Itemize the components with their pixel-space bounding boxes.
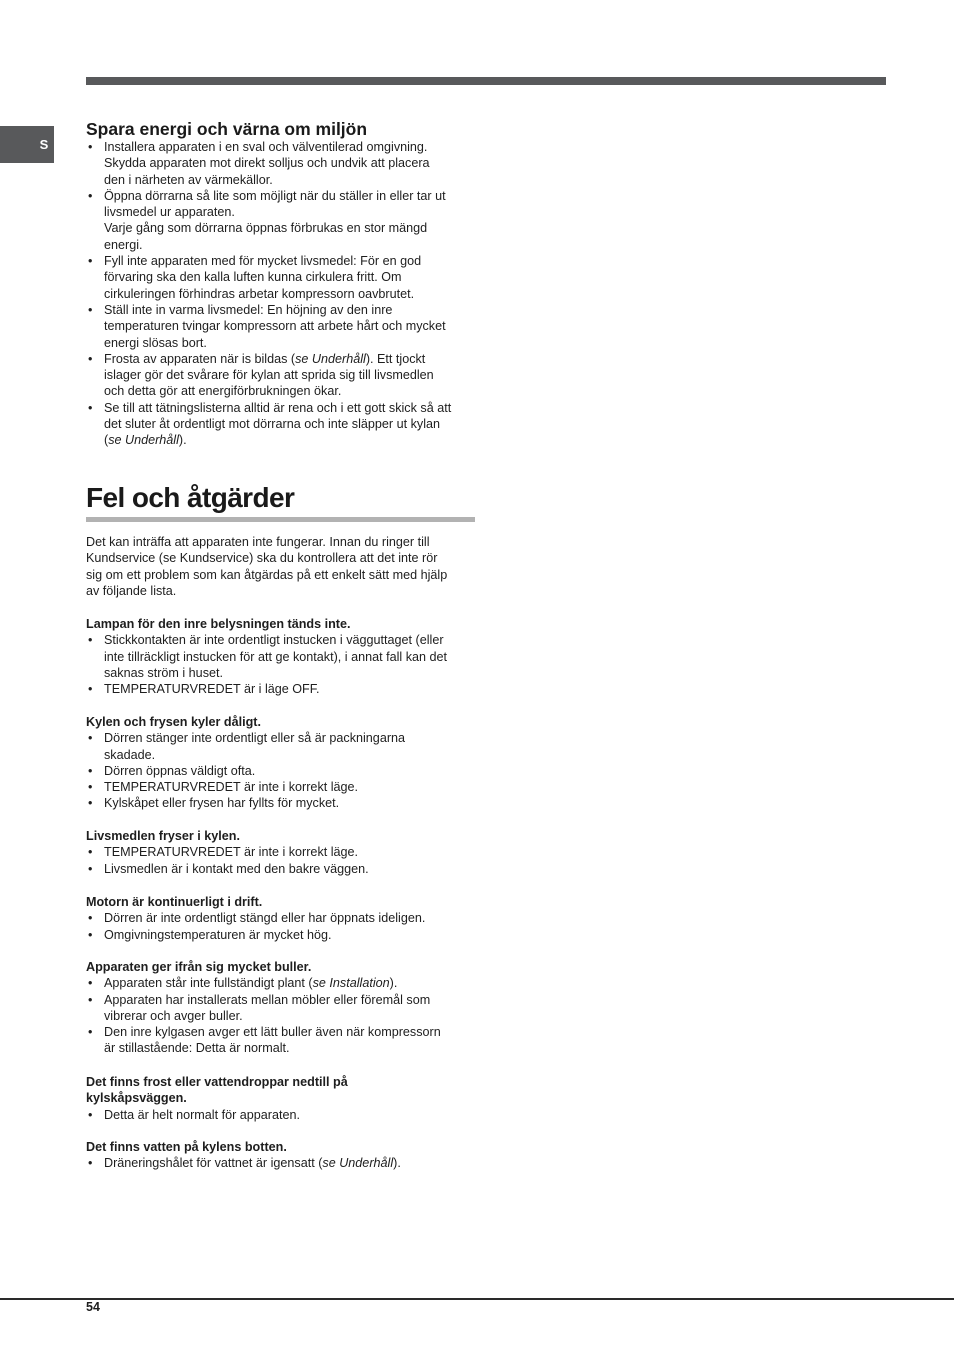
line: saknas ström i huset.	[104, 665, 223, 680]
line: Skydda apparaten mot direkt solljus och undvik att placera	[104, 156, 430, 171]
line: Kundservice (se Kundservice) ska du kontrollera att det inte rör	[86, 551, 438, 566]
language-tab	[0, 126, 54, 163]
list-item	[86, 795, 478, 811]
line: islager gör det svårare för kylan att sprida sig till livsmedlen	[104, 368, 434, 383]
cause-list	[86, 844, 478, 877]
list-item	[86, 779, 478, 795]
energy-section	[86, 119, 478, 449]
line: är stillastående: Detta är normalt.	[104, 1041, 290, 1056]
line: • Ställ inte in varma livsmedel: En höjning av den inre	[104, 302, 393, 317]
problem-frost	[86, 1074, 478, 1123]
line: • TEMPERATURVREDET är i läge OFF.	[104, 682, 320, 697]
line	[104, 432, 478, 448]
text: Frosta av apparaten när is bildas (	[104, 351, 296, 366]
list-item	[86, 861, 478, 877]
list-item	[86, 927, 478, 943]
text: ).	[389, 976, 398, 991]
energy-list	[86, 139, 478, 449]
problem-heading: Apparaten ger ifrån sig mycket buller.	[86, 960, 312, 974]
text: Apparaten står inte fullständigt plant (	[104, 976, 313, 991]
problem-lamp	[86, 616, 478, 697]
text: ).	[178, 433, 187, 448]
list-item	[86, 302, 478, 351]
page-number: 54	[86, 1300, 100, 1314]
header-rule	[86, 77, 886, 85]
line: • Kylskåpet eller frysen har fyllts för mycket.	[104, 796, 340, 811]
title-underline	[86, 517, 475, 522]
line: Det finns frost eller vattendroppar nedtill på	[86, 1075, 348, 1089]
line	[104, 975, 478, 991]
list-item	[86, 351, 478, 400]
list-item	[86, 1107, 478, 1123]
problem-noise	[86, 959, 478, 1057]
list-item	[86, 139, 478, 188]
text: Dräneringshålet för vattnet är igensatt (	[104, 1156, 323, 1171]
text: ).	[393, 1156, 401, 1171]
line: • Öppna dörrarna så lite som möjligt när du ställer in eller tar ut	[104, 188, 446, 203]
list-item	[86, 1024, 478, 1057]
line: • TEMPERATURVREDET är inte i korrekt läge.	[104, 845, 359, 860]
line: sig om ett problem som kan åtgärdas på ett enkelt sätt med hjälp	[86, 567, 448, 582]
energy-heading: Spara energi och värna om miljön	[86, 119, 368, 139]
text: ). Ett tjockt	[365, 351, 426, 366]
problem-heading: Livsmedlen fryser i kylen.	[86, 829, 240, 843]
line: Varje gång som dörrarna öppnas förbrukas en stor mängd	[104, 221, 428, 236]
line: av följande lista.	[86, 583, 177, 598]
problem-heading: Det finns vatten på kylens botten.	[86, 1140, 287, 1154]
reference: se Underhåll	[322, 1156, 394, 1171]
list-item	[86, 910, 478, 926]
line	[104, 1155, 478, 1171]
cause-list	[86, 910, 478, 943]
line: Det kan inträffa att apparaten inte fungerar. Innan du ringer till	[86, 535, 430, 549]
line: kylskåpsväggen.	[86, 1091, 187, 1106]
line: temperaturen tvingar kompressorn att arbete hårt och mycket	[104, 319, 446, 334]
line: energi.	[104, 237, 143, 252]
problem-cooling	[86, 714, 478, 812]
list-item	[86, 975, 478, 991]
problem-water	[86, 1139, 478, 1172]
line: • Dörren öppnas väldigt ofta.	[104, 763, 256, 778]
line: • Apparaten har installerats mellan möbler eller föremål som	[104, 992, 431, 1007]
cause-list	[86, 730, 478, 811]
troubleshooting-title-block	[86, 481, 478, 522]
line: förvaring ska den kalla luften kunna cirkulera fritt. Om	[104, 270, 402, 285]
problem-motor	[86, 894, 478, 943]
section-title: Fel och åtgärder	[86, 482, 295, 513]
list-item	[86, 681, 478, 697]
problem-heading	[86, 1074, 478, 1107]
problem-heading: Kylen och frysen kyler dåligt.	[86, 715, 261, 729]
line: • Den inre kylgasen avger ett lätt buller även när kompressorn	[104, 1025, 441, 1040]
list-item	[86, 188, 478, 253]
line: cirkuleringen förhindras arbetar kompressorn oavbrutet.	[104, 286, 415, 301]
intro-paragraph	[86, 534, 478, 599]
line: livsmedel ur apparaten.	[104, 205, 235, 220]
line: • Omgivningstemperaturen är mycket hög.	[104, 927, 332, 942]
list-item	[86, 632, 478, 681]
line: • Se till att tätningslisterna alltid är rena och i ett gott skick så att	[104, 400, 452, 415]
text: (	[104, 433, 109, 448]
line: • Dörren är inte ordentligt stängd eller har öppnats ideligen.	[104, 911, 426, 926]
problem-freezing	[86, 828, 478, 877]
line: • Stickkontakten är inte ordentligt instucken i vägguttaget (eller	[104, 633, 444, 648]
problem-heading: Lampan för den inre belysningen tänds inte.	[86, 617, 351, 631]
language-tab-label: S	[39, 137, 49, 152]
line: och detta gör att energiförbrukningen ökar.	[104, 384, 342, 399]
cause-list	[86, 975, 478, 1056]
line: den i närheten av värmekällor.	[104, 172, 273, 187]
line: skadade.	[104, 747, 156, 762]
line: • Fyll inte apparaten med för mycket livsmedel: För en god	[104, 254, 422, 269]
line: det sluter åt ordentligt mot dörrarna och inte släpper ut kylan	[104, 417, 441, 432]
reference: se Installation	[312, 976, 390, 991]
cause-list	[86, 1107, 478, 1123]
list-item	[86, 763, 478, 779]
cause-list	[86, 632, 478, 697]
reference: se Underhåll	[295, 351, 366, 366]
line: • Dörren stänger inte ordentligt eller så är packningarna	[104, 731, 406, 746]
list-item	[86, 400, 478, 449]
list-item	[86, 844, 478, 860]
line: inte tillräckligt instucken för att ge kontakt), i annat fall kan det	[104, 649, 448, 664]
reference: se Underhåll	[108, 433, 179, 448]
line: energi slösas bort.	[104, 335, 207, 350]
line: • Installera apparaten i en sval och välventilerad omgivning.	[104, 140, 428, 154]
cause-list	[86, 1155, 478, 1171]
list-item	[86, 1155, 478, 1171]
line: • Detta är helt normalt för apparaten.	[104, 1107, 301, 1122]
line: vibrerar och avger buller.	[104, 1008, 243, 1023]
line: • Livsmedlen är i kontakt med den bakre väggen.	[104, 861, 369, 876]
line: • TEMPERATURVREDET är inte i korrekt läge.	[104, 780, 359, 795]
line	[104, 351, 478, 367]
footer-rule	[0, 1298, 954, 1300]
list-item	[86, 730, 478, 763]
list-item	[86, 253, 478, 302]
problem-heading: Motorn är kontinuerligt i drift.	[86, 895, 263, 909]
list-item	[86, 992, 478, 1025]
